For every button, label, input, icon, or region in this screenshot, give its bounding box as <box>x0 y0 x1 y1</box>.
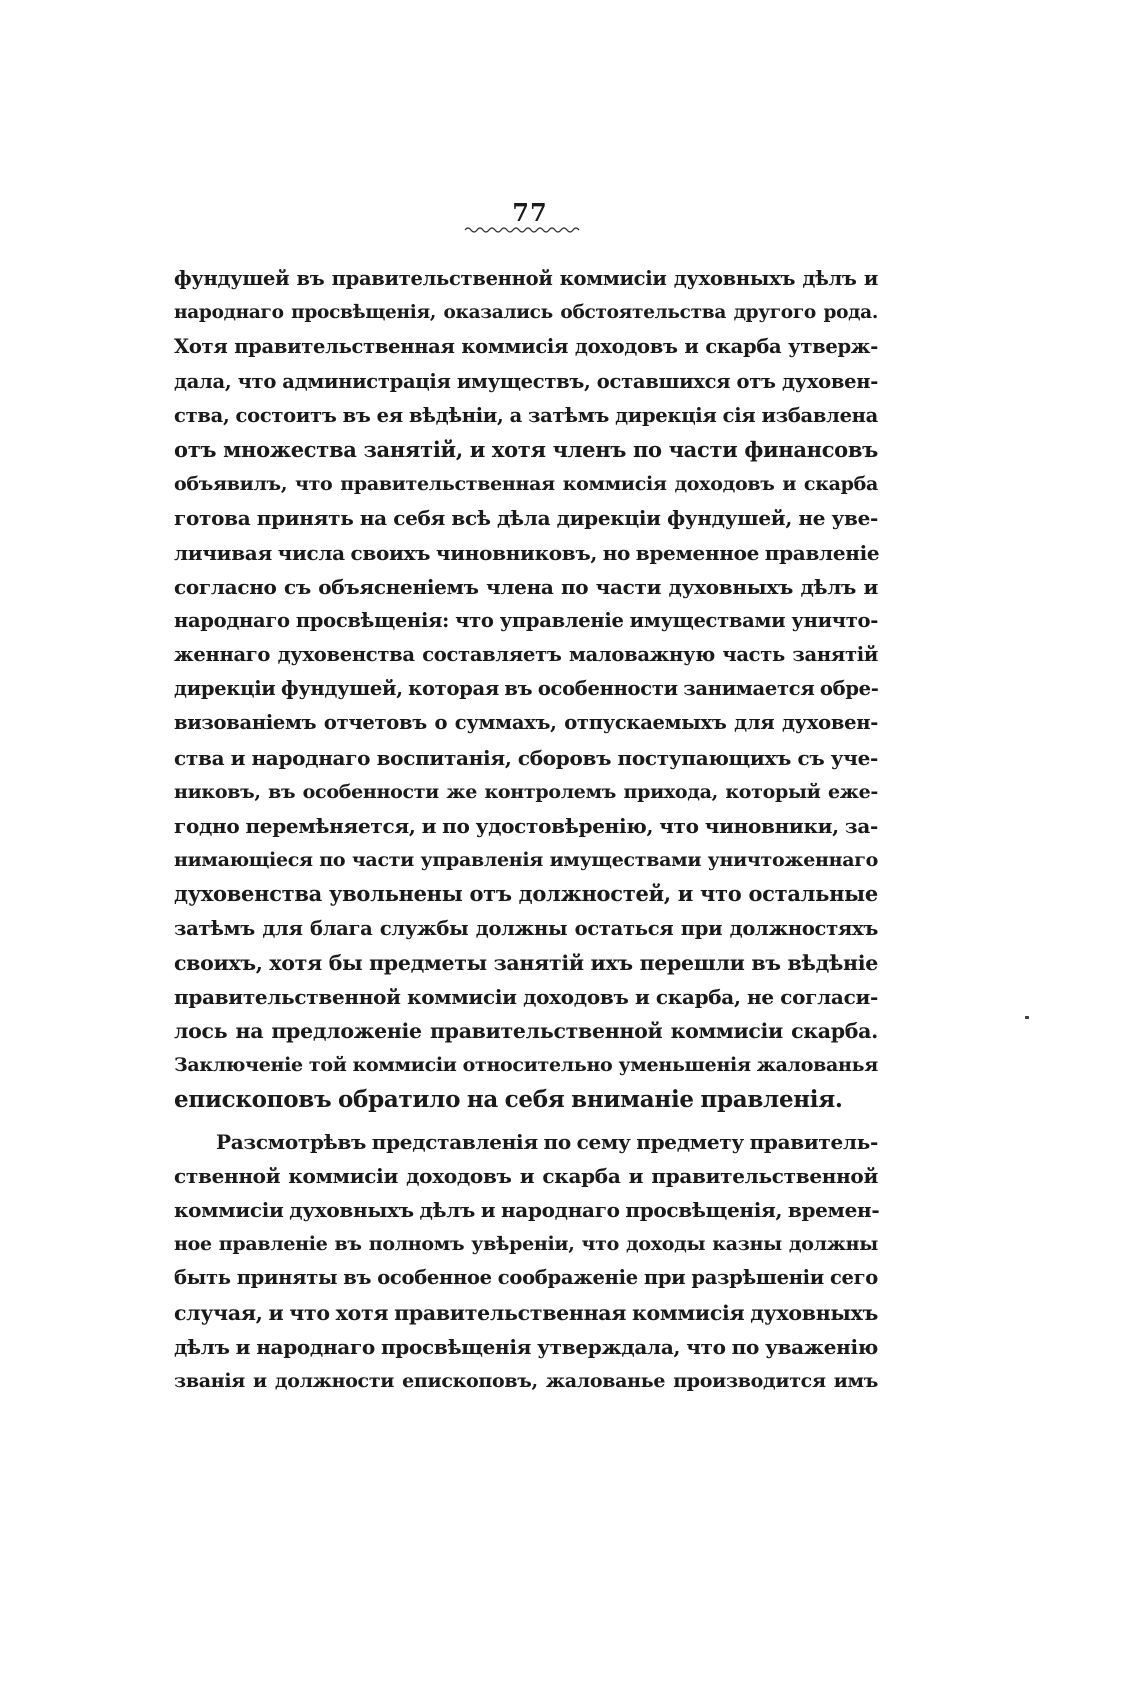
text-line: лось на предложеніе правительственной коммисіи скарба. <box>174 1019 878 1044</box>
text-line: фундушей въ правительственной коммисіи духовныхъ дѣлъ и <box>174 267 878 290</box>
text-line: объявилъ, что правительственная коммисія доходовъ и скарба <box>174 473 878 496</box>
text-line: дѣлъ и народнаго просвѣщенія утверждала, что по уваженію <box>174 1334 878 1359</box>
text-line: званія и должности епископовъ, жалованье производится имъ <box>174 1370 878 1392</box>
text-line: годно перемѣняется, и по удостовѣренію, что чиновники, за- <box>174 814 878 838</box>
text-line: ное правленіе въ полномъ увѣреніи, что доходы казны должны <box>174 1233 878 1256</box>
text-line: женнаго духовенства составляетъ маловажную часть занятій <box>174 643 878 667</box>
body-text <box>174 262 878 1398</box>
text-line: нимающіеся по части управленія имуществами уничтоженнаго <box>174 849 878 872</box>
text-line: ства, состоитъ въ ея вѣдѣніи, а затѣмъ дирекція сія избавлена <box>174 403 878 427</box>
text-line: своихъ, хотя бы предметы занятій ихъ перешли въ вѣдѣніе <box>174 950 878 975</box>
print-speck <box>1025 1016 1029 1019</box>
text-line: согласно съ объясненіемъ члена по части духовныхъ дѣлъ и <box>174 574 878 599</box>
text-line: ственной коммисіи доходовъ и скарба и правительственной <box>174 1163 878 1188</box>
text-line: визованіемъ отчетовъ о суммахъ, отпускаемыхъ для духовен- <box>174 711 878 735</box>
page-number: 77 <box>512 198 548 227</box>
paragraph-2 <box>174 1125 878 1399</box>
text-line: случая, и что хотя правительственная коммисія духовныхъ <box>174 1300 878 1325</box>
text-line: народнаго просвѣщенія: что управленіе имуществами уничто- <box>174 608 878 632</box>
text-line: дирекціи фундушей, которая въ особенности занимается обре- <box>174 677 879 701</box>
text-line: ства и народнаго воспитанія, сборовъ поступающихъ съ уче- <box>174 745 878 770</box>
text-line: дала, что администрація имуществъ, оставшихся отъ духовен- <box>174 369 878 393</box>
text-line: Хотя правительственная коммисія доходовъ и скарба утверж- <box>174 335 878 359</box>
text-line: правительственной коммисіи доходовъ и скарба, не согласи- <box>174 984 878 1009</box>
text-line: народнаго просвѣщенія, оказались обстоятельства другого рода. <box>174 302 878 324</box>
wavy-rule-ornament <box>463 225 583 235</box>
text-line: никовъ, въ особенности же контролемъ прихода, который еже- <box>174 780 878 803</box>
text-line: быть приняты въ особенное соображеніе при разрѣшеніи сего <box>174 1266 878 1290</box>
text-line: Разсмотрѣвъ представленія по сему предмету правитель- <box>216 1129 878 1154</box>
paragraph-1 <box>174 262 878 1117</box>
text-line: отъ множества занятій, и хотя членъ по части финансовъ <box>174 436 878 462</box>
text-line: затѣмъ для блага службы должны остаться при должностяхъ <box>174 916 878 940</box>
text-line: Заключеніе той коммисіи относительно уменьшенія жалованья <box>174 1054 878 1077</box>
paragraph-gap <box>174 1117 878 1125</box>
text-line: готова принять на себя всѣ дѣла дирекціи фундушей, не уве- <box>174 506 878 531</box>
text-line: духовенства увольнены отъ должностей, и что остальные <box>174 881 878 907</box>
text-line: коммисіи духовныхъ дѣлъ и народнаго просвѣщенія, времен- <box>174 1198 880 1223</box>
text-line: личивая числа своихъ чиновниковъ, но временное правленіе <box>174 540 880 565</box>
text-line: епископовъ обратило на себя вниманіе правленія. <box>174 1085 843 1113</box>
